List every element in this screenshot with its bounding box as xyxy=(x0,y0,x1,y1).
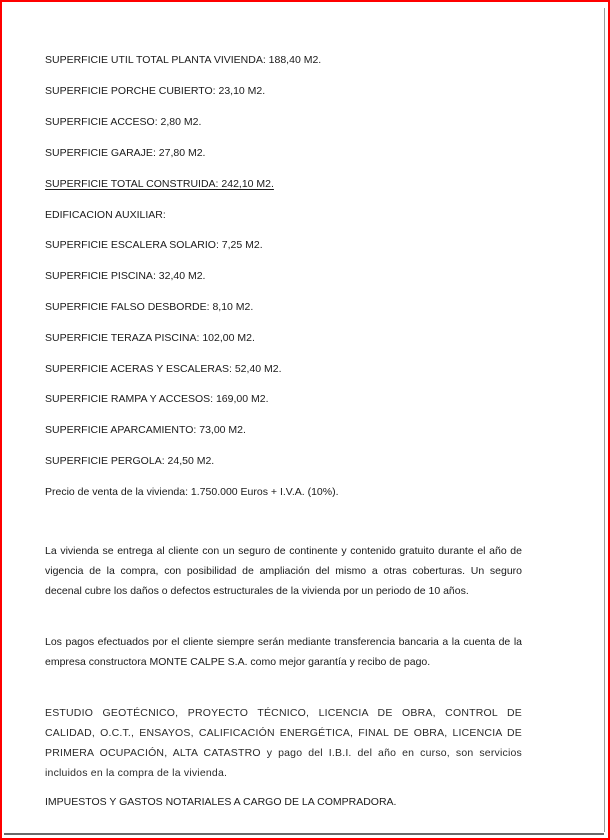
area-falso-desborde: SUPERFICIE FALSO DESBORDE: 8,10 M2. xyxy=(45,301,254,313)
insurance-paragraph: La vivienda se entrega al cliente con un seguro de continente y contenido gratuito durante el año de vigencia de la compra, con posibilidad de ampliación del mismo a otras coberturas. Un seguro decenal cubre los daños o defectos estructurales de la vivienda por un periodo de 10 años. xyxy=(45,545,522,597)
area-acceso: SUPERFICIE ACCESO: 2,80 M2. xyxy=(45,116,202,128)
area-porche-cubierto: SUPERFICIE PORCHE CUBIERTO: 23,10 M2. xyxy=(45,85,266,97)
payments-paragraph: Los pagos efectuados por el cliente siempre serán mediante transferencia bancaria a la cuenta de la empresa constructora MONTE CALPE S.A. como mejor garantía y recibo de pago. xyxy=(45,636,522,668)
area-aceras-escaleras: SUPERFICIE ACERAS Y ESCALERAS: 52,40 M2. xyxy=(45,363,282,375)
sale-price: Precio de venta de la vivienda: 1.750.000 Euros + I.V.A. (10%). xyxy=(45,486,339,498)
page-bottom-edge-shadow xyxy=(4,833,604,835)
area-total-construida: SUPERFICIE TOTAL CONSTRUIDA: 242,10 M2. xyxy=(45,178,274,190)
area-pergola: SUPERFICIE PERGOLA: 24,50 M2. xyxy=(45,455,215,467)
area-garaje: SUPERFICIE GARAJE: 27,80 M2. xyxy=(45,147,206,159)
area-teraza-piscina: SUPERFICIE TERAZA PISCINA: 102,00 M2. xyxy=(45,332,255,344)
included-services-paragraph: ESTUDIO GEOTÉCNICO, PROYECTO TÉCNICO, LICENCIA DE OBRA, CONTROL DE CALIDAD, O.C.T., ENSAYOS, CALIFICACIÓN ENERGÉTICA, FINAL DE OBRA, LICENCIA DE PRIMERA OCUPACIÓN, ALTA CATASTRO y pago del I.B.I. del año en curso, son servicios incluidos en la compra de la vivienda. xyxy=(45,707,522,779)
area-aparcamiento: SUPERFICIE APARCAMIENTO: 73,00 M2. xyxy=(45,424,246,436)
area-rampa-accesos: SUPERFICIE RAMPA Y ACCESOS: 169,00 M2. xyxy=(45,393,269,405)
area-piscina: SUPERFICIE PISCINA: 32,40 M2. xyxy=(45,270,206,282)
page-right-edge-shadow xyxy=(604,8,605,832)
taxes-notice: IMPUESTOS Y GASTOS NOTARIALES A CARGO DE LA COMPRADORA. xyxy=(45,796,397,808)
area-escalera-solario: SUPERFICIE ESCALERA SOLARIO: 7,25 M2. xyxy=(45,239,263,251)
auxiliary-building-heading: EDIFICACION AUXILIAR: xyxy=(45,209,166,221)
area-util-vivienda: SUPERFICIE UTIL TOTAL PLANTA VIVIENDA: 188,40 M2. xyxy=(45,54,322,66)
